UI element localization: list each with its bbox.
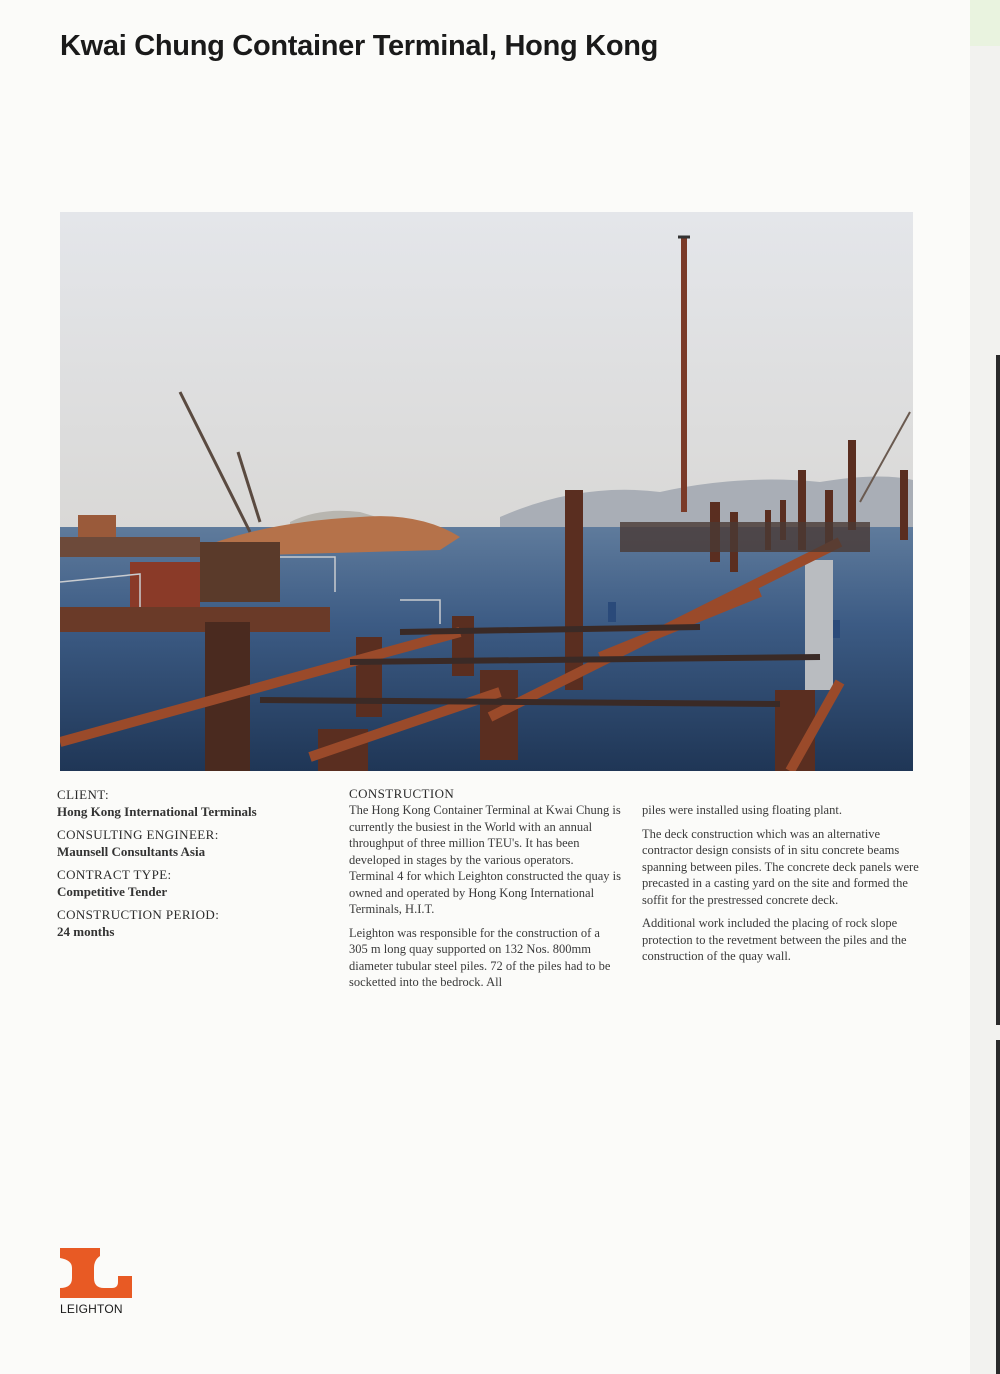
section-heading: CONSTRUCTION (349, 786, 455, 801)
project-details (57, 786, 317, 946)
body-column-1 (349, 786, 621, 998)
client-label: CLIENT: (57, 787, 109, 802)
paragraph: piles were installed using floating plant. (642, 803, 842, 817)
page-edge-bar (996, 1040, 1000, 1374)
construction-photo (60, 212, 913, 771)
contract-label: CONTRACT TYPE: (57, 867, 172, 882)
leighton-logo (60, 1248, 133, 1316)
period-value: 24 months (57, 924, 115, 939)
page-title: Kwai Chung Container Terminal, Hong Kong (60, 30, 659, 62)
paragraph: The Hong Kong Container Terminal at Kwai Chung is currently the busiest in the World with an annual throughput of three million TEU's. It has been developed in stages by the various operators. Terminal 4 for which Leighton constructed the quay is owned and operated by Hong Kong International Terminals, H.I.T. (349, 803, 621, 916)
period-label: CONSTRUCTION PERIOD: (57, 907, 220, 922)
paragraph: Leighton was responsible for the construction of a 305 m long quay supported on 132 Nos. 800mm diameter tubular steel piles. 72 of the piles had to be socketted into the bedrock. All (349, 925, 611, 989)
page-edge-bar (996, 355, 1000, 1025)
page-edge-tint (970, 0, 1000, 46)
body-column-2 (642, 802, 932, 972)
engineer-label: CONSULTING ENGINEER: (57, 827, 219, 842)
logo-wordmark: LEIGHTON (60, 1302, 123, 1316)
paragraph: The deck construction which was an alternative contractor design consists of in situ concrete beams spanning between piles. The concrete deck panels were precasted in a casting yard on the site and formed the soffit for the prestressed concrete deck. (642, 826, 919, 907)
paragraph: Additional work included the placing of rock slope protection to the revetment between the piles and the construction of the quay wall. (642, 916, 907, 963)
engineer-value: Maunsell Consultants Asia (57, 844, 206, 859)
contract-value: Competitive Tender (57, 884, 168, 899)
leighton-logo-mark (60, 1248, 132, 1298)
client-value: Hong Kong International Terminals (57, 804, 257, 819)
